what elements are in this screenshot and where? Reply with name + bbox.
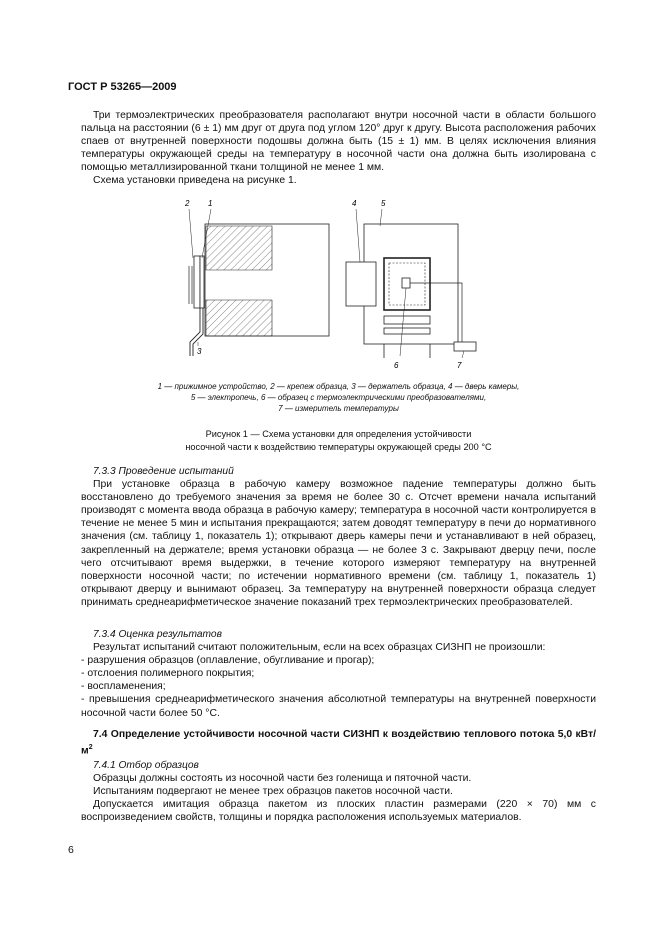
- section-paragraph: Образцы должны состоять из носочной части без голенища и пяточной части.: [93, 773, 472, 785]
- section-lead: Результат испытаний считают положительным, если на всех образцах СИЗНП не произошли:: [93, 642, 546, 654]
- list-item: - разрушения образцов (оплавление, обугливание и прогар);: [81, 655, 375, 667]
- section-title: 7.3.3 Проведение испытаний: [93, 466, 234, 477]
- left-assembly: [184, 199, 329, 356]
- figure-label-7: 7: [457, 361, 462, 370]
- leader-7: [462, 351, 464, 358]
- right-assembly: [346, 199, 476, 370]
- figure-label-5: 5: [381, 199, 386, 208]
- intro-block: [81, 109, 596, 188]
- section-7-4-1: [81, 759, 596, 824]
- list-item: - воспламенения;: [81, 681, 166, 693]
- section-title: 7.4.1 Отбор образцов: [93, 760, 199, 771]
- diagram-svg: [170, 196, 500, 372]
- furnace-base-panel: [384, 316, 430, 324]
- legend-line: 5 — электропечь, 6 — образец с термоэлектрическими преобразователями,: [190, 393, 487, 402]
- figure-legend: [81, 381, 596, 414]
- list-item: - превышения среднеарифметического значения абсолютной температуры на внутренней поверхности носочной части более 50 °С.: [81, 694, 596, 719]
- lower-insulation: [206, 300, 272, 336]
- sample-holder-plate: [200, 256, 204, 308]
- figure-caption: [81, 428, 596, 453]
- intro-figure-ref: Схема установки приведена на рисунке 1.: [93, 175, 297, 187]
- fastener-lines: [189, 266, 192, 304]
- furnace-outline: [364, 224, 458, 344]
- section-text: При установке образца в рабочую камеру возможное падение температуры должно быть восстановлено до требуемого значения за время не более 30 с. Отсчет времени начала испытаний производят с момента ввода образца в рабочую камеру; температура в носочной части контролируется в течение не менее 5 мин и испытания прекращаются; затем доводят температуру в печи до нормативного значения (см. таблицу 1, показатель 1); открывают дверь камеры печи и устанавливают в ней образец, закрепленный на держателе; время установки образца — не более 3 с. Закрывают дверцу печи, после чего отсчитывают время выдержки, в течение которого измеряют температуру на внутренней поверхности носочной части; по истечении нормативного времени (см. таблицу 1, показатель 1) открывают дверцу и вынимают образец. За температуру на внутренней поверхности образца следует принимать среднеарифметическое значение показаний трех термоэлектрических преобразователей.: [81, 479, 596, 608]
- page-header: ГОСТ Р 53265—2009: [68, 81, 177, 93]
- sample-with-thermocouples: [402, 278, 410, 288]
- upper-insulation: [206, 226, 272, 270]
- figure-label-2: 2: [185, 199, 190, 208]
- intro-paragraph: Три термоэлектрических преобразователя располагают внутри носочной части в области большого пальца на расстоянии (6 ± 1) мм друг от друга под углом 120° друг к другу. Высота расположения рабочих спаев от внутренней поверхности подошвы должна быть (15 ± 1) мм. В целях исключения влияния температуры окружающей среды на температуру в носочной части она должна быть изолирована с помощью металлизированной ткани толщиной не менее 1 мм.: [81, 110, 596, 174]
- page-number: 6: [68, 844, 74, 856]
- list-item: - отслоения полимерного покрытия;: [81, 668, 255, 680]
- leader-5: [380, 209, 382, 226]
- section-heading: [81, 728, 596, 758]
- section-paragraph: Испытаниям подвергают не менее трех образцов пакетов носочной части.: [93, 786, 453, 798]
- clamp-device: [194, 256, 200, 308]
- leader-6: [400, 288, 406, 356]
- leader-4: [356, 209, 360, 262]
- figure-label-1: 1: [208, 199, 213, 208]
- furnace-base-panel-2: [384, 328, 430, 334]
- section-title: 7.3.4 Оценка результатов: [93, 629, 222, 640]
- leader-2: [189, 209, 193, 258]
- section-heading-text: 7.4 Определение устойчивости носочной части СИЗНП к воздействию теплового потока 5,0 кВт/м: [81, 729, 596, 757]
- temperature-meter: [454, 342, 476, 351]
- section-paragraph: Допускается имитация образца пакетом из плоских пластин размерами (220 × 70) мм с воспроизведением свойств, толщины и порядка расположения используемых материалов.: [81, 799, 596, 824]
- legend-line: 7 — измеритель температуры: [278, 404, 399, 413]
- thermocouple-wire: [410, 283, 462, 342]
- installation-diagram: [170, 196, 500, 372]
- section-7-3-3: [81, 465, 596, 609]
- figure-label-6: 6: [394, 361, 399, 370]
- superscript: 2: [88, 744, 93, 752]
- section-7-3-4: [81, 628, 596, 720]
- section-7-4: [81, 728, 596, 758]
- caption-line: Рисунок 1 — Схема установки для определения устойчивости: [205, 429, 472, 439]
- figure-label-4: 4: [352, 199, 357, 208]
- chamber-door: [346, 262, 376, 306]
- legend-line: 1 — прижимное устройство, 2 — крепеж образца, 3 — держатель образца, 4 — дверь камеры,: [157, 382, 520, 391]
- caption-line: носочной части к воздействию температуры окружающей среды 200 °С: [185, 441, 492, 452]
- figure-label-3: 3: [197, 347, 202, 356]
